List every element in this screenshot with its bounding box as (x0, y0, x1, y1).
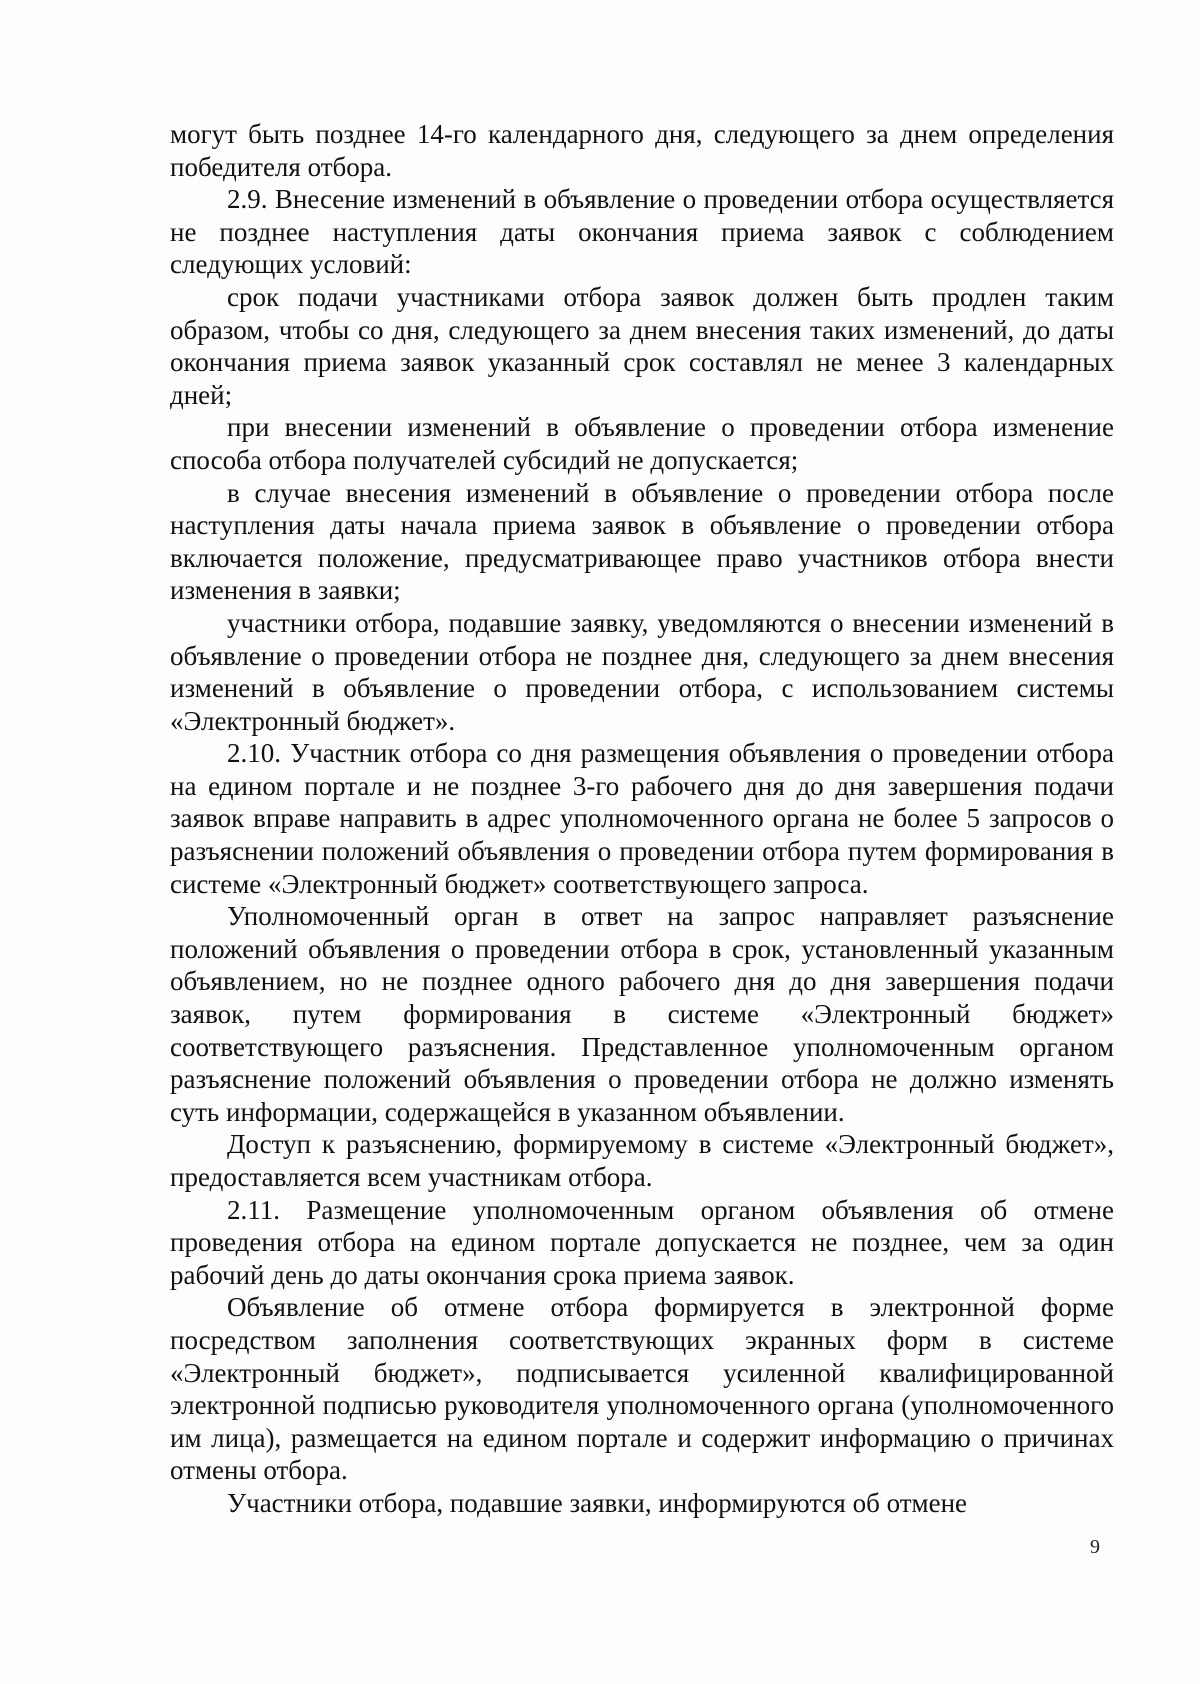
page-number: 9 (1090, 1536, 1100, 1558)
paragraph-condition-deadline: срок подачи участниками отбора заявок должен быть продлен таким образом, чтобы со дня, следующего за днем внесения таких изменений, до даты окончания приема заявок указанный срок составлял не менее 3 календарных дней; (170, 281, 1114, 410)
paragraph-clarification-access: Доступ к разъяснению, формируемому в системе «Электронный бюджет», предоставляется всем участникам отбора. (170, 1129, 1114, 1192)
paragraph-condition-method: при внесении изменений в объявление о проведении отбора изменение способа отбора получателей субсидий не допускается; (170, 412, 1114, 475)
paragraph-2-11: 2.11. Размещение уполномоченным органом объявления об отмене проведения отбора на едином портале допускается не позднее, чем за один рабочий день до даты окончания срока приема заявок. (170, 1194, 1114, 1290)
paragraph-cancellation-form: Объявление об отмене отбора формируется в электронной форме посредством заполнения соответствующих экранных форм в системе «Электронный бюджет», подписывается усиленной квалифицированной электронной подписью руководителя уполномоченного органа (уполномоченного им лица), размещается на едином портале и содержит информацию о причинах отмены отбора. (170, 1292, 1114, 1486)
paragraph-clarification: Уполномоченный орган в ответ на запрос направляет разъяснение положений объявления о проведении отбора в срок, установленный указанным объявлением, но не позднее одного рабочего дня до дня завершения подачи заявок, путем формирования в системе «Электронный бюджет» соответствующего разъяснения. Представленное уполномоченным органом разъяснение положений объявления о проведении отбора не должно изменять суть информации, содержащейся в указанном объявлении. (170, 901, 1114, 1127)
paragraph-condition-notification: участники отбора, подавшие заявку, уведомляются о внесении изменений в объявление о проведении отбора не позднее дня, следующего за днем внесения изменений в объявление о проведении отбора, с использованием системы «Электронный бюджет». (170, 607, 1114, 736)
paragraph-cancellation-notice: Участники отбора, подавшие заявки, информируются об отмене (227, 1487, 968, 1518)
paragraph-continuation: могут быть позднее 14-го календарного дня, следующего за днем определения победителя отбора. (170, 119, 1114, 182)
paragraph-condition-amendment: в случае внесения изменений в объявление о проведении отбора после наступления даты начала приема заявок в объявление о проведении отбора включается положение, предусматривающее право участников отбора внести изменения в заявки; (170, 477, 1114, 606)
document-body (170, 118, 1114, 1520)
paragraph-2-10: 2.10. Участник отбора со дня размещения объявления о проведении отбора на едином портале и не позднее 3-го рабочего дня до дня завершения подачи заявок вправе направить в адрес уполномоченного органа не более 5 запросов о разъяснении положений объявления о проведении отбора путем формирования в системе «Электронный бюджет» соответствующего запроса. (170, 738, 1114, 899)
paragraph-2-9: 2.9. Внесение изменений в объявление о проведении отбора осуществляется не позднее наступления даты окончания приема заявок с соблюдением следующих условий: (170, 184, 1114, 280)
